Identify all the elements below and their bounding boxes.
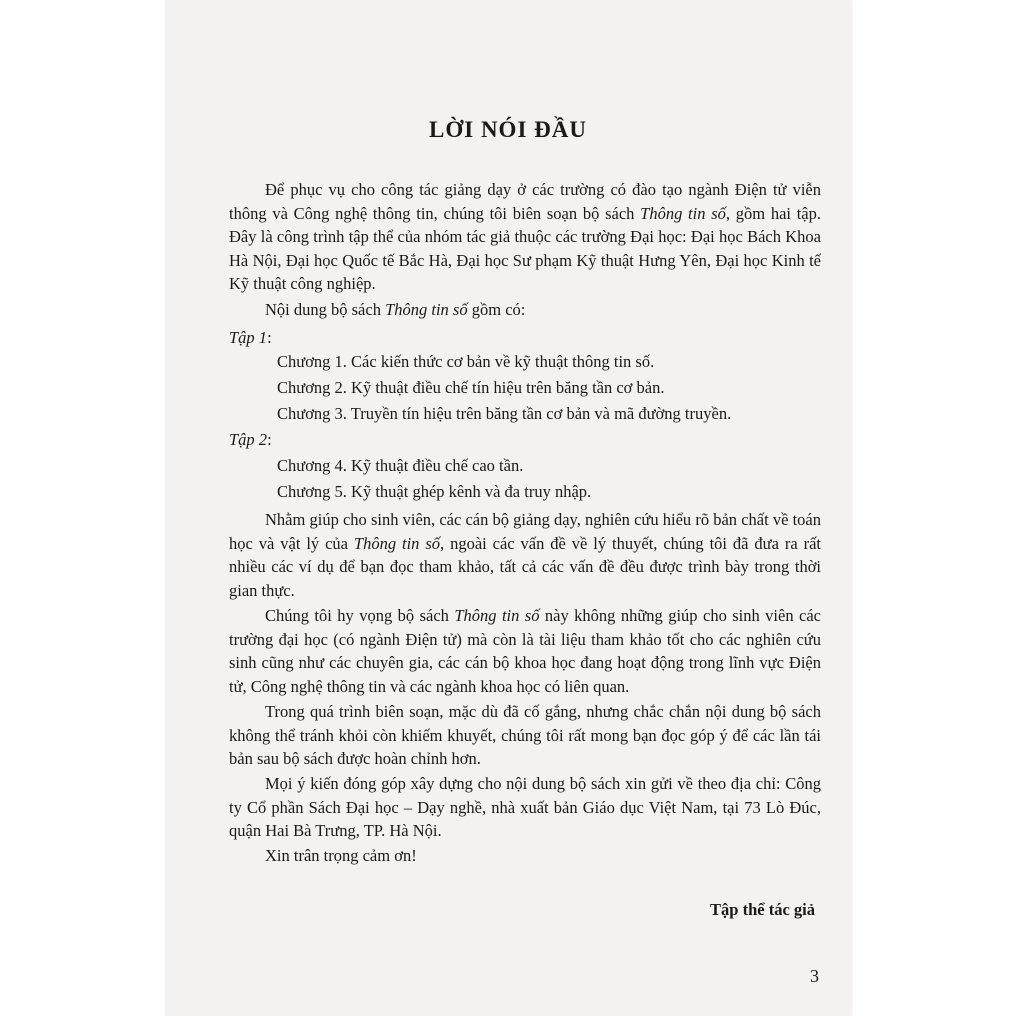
contents-intro-text-1: Nội dung bộ sách: [265, 300, 386, 319]
volume-2-colon: :: [267, 430, 272, 449]
page-number: 3: [810, 966, 819, 986]
chapter-5: Chương 5. Kỹ thuật ghép kênh và đa truy nhập.: [277, 482, 592, 501]
chapter-4: Chương 4. Kỹ thuật điều chế cao tần.: [277, 456, 524, 475]
chapter-2: Chương 2. Kỹ thuật điều chế tín hiệu trên băng tần cơ bản.: [277, 378, 665, 397]
book-title-italic: Thông tin số: [640, 203, 726, 223]
chapter-1: Chương 1. Các kiến thức cơ bản về kỹ thuật thông tin số.: [277, 352, 655, 371]
paragraph-hope-text-2: này không những giúp cho sinh viên các trường đại học (có ngành Điện tử) mà còn là tài liệu tham khảo tốt cho các nghiên cứu sinh cũng như các chuyên gia, các cán bộ khoa học đang hoạt động trong lĩnh vực Điện tử, Công nghệ thông tin và các ngành khoa học có liên quan.: [229, 606, 821, 696]
volume-1-label: [229, 326, 272, 350]
paragraph-intro-text-1: Để phục vụ cho công tác giảng dạy ở các trường có đào tạo ngành Điện tử viễn thông và Công nghệ thông tin, chúng tôi biên soạn bộ sách: [229, 180, 821, 223]
chapter-3: Chương 3. Truyền tín hiệu trên băng tần cơ bản và mã đường truyền.: [277, 404, 732, 423]
volume-2-label: [229, 428, 272, 452]
signature: Tập thể tác giả: [710, 900, 815, 919]
book-title-italic: Thông tin số: [385, 300, 468, 319]
paragraph-intro: [229, 178, 821, 296]
paragraph-feedback: Trong quá trình biên soạn, mặc dù đã cố gắng, nhưng chắc chắn nội dung bộ sách không thể tránh khỏi còn khiếm khuyết, chúng tôi rất mong bạn đọc góp ý để các lần tái bản sau bộ sách được hoàn chỉnh hơn.: [229, 702, 821, 768]
contents-intro: [265, 298, 525, 322]
paragraph-address: Mọi ý kiến đóng góp xây dựng cho nội dung bộ sách xin gửi về theo địa chỉ: Công ty Cổ phần Sách Đại học – Dạy nghề, nhà xuất bản Giáo dục Việt Nam, tại 73 Lò Đúc, quận Hai Bà Trưng, TP. Hà Nội.: [229, 774, 821, 840]
paragraph-purpose-text-1: Nhằm giúp cho sinh viên, các cán bộ giảng dạy, nghiên cứu hiểu rõ bản chất về toán học và vật lý của: [229, 510, 821, 553]
book-page: [165, 0, 851, 1016]
contents-intro-text-2: gồm có:: [467, 300, 526, 319]
volume-2-label-text: Tập 2: [229, 430, 268, 449]
book-title-italic: Thông tin số: [353, 533, 441, 553]
page-title: LỜI NÓI ĐẦU: [429, 117, 587, 142]
volume-1-label-text: Tập 1: [229, 328, 268, 347]
paragraph-intro-text-2: , gồm hai tập. Đây là công trình tập thể của nhóm tác giả thuộc các trường Đại học: Đại học Bách Khoa Hà Nội, Đại học Quốc tế Bắc Hà, Đại học Sư phạm Kỹ thuật Hưng Yên, Đại học Kinh tế Kỹ thuật công nghiệp.: [229, 203, 821, 293]
closing-thanks: Xin trân trọng cảm ơn!: [265, 846, 417, 865]
paragraph-hope-text-1: Chúng tôi hy vọng bộ sách: [265, 606, 455, 625]
volume-1-colon: :: [267, 328, 272, 347]
paragraph-purpose: [229, 508, 821, 602]
paragraph-hope: [229, 604, 821, 698]
book-title-italic: Thông tin số: [454, 606, 540, 625]
paragraph-purpose-text-2: , ngoài các vấn đề về lý thuyết, chúng tôi đã đưa ra rất nhiều các ví dụ để bạn đọc tham khảo, tất cả các vấn đề đều được trình bày trong thời gian thực.: [229, 533, 821, 600]
bleed-through-text: [455, 62, 463, 88]
